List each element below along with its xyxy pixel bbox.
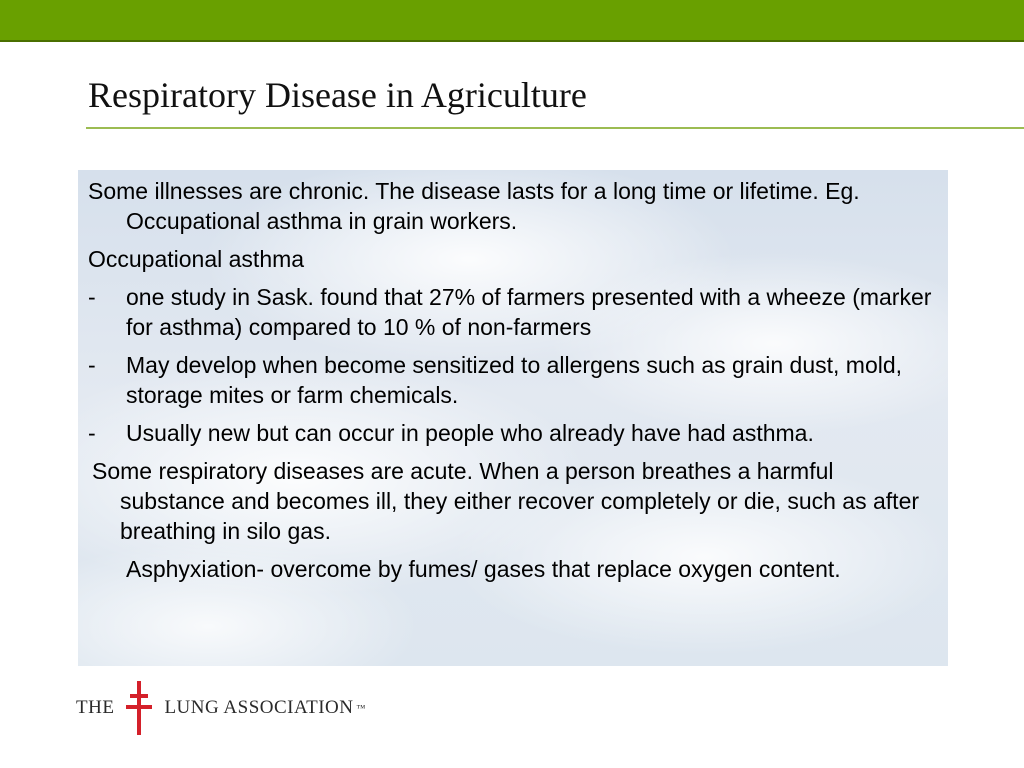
bullet-text: May develop when become sensitized to allergens such as grain dust, mold, storage mites or farm chemicals. xyxy=(126,352,903,408)
list-item xyxy=(88,418,934,448)
content-panel xyxy=(78,170,948,666)
occupational-asthma-heading: Occupational asthma xyxy=(88,246,305,272)
top-accent-bar xyxy=(0,0,1024,42)
title-underline xyxy=(86,127,1024,129)
acute-illness-paragraph: Some respiratory diseases are acute. When a person breathes a harmful substance and becomes ill, they either recover completely or die, such as after breathing in silo gas. xyxy=(92,458,920,544)
slide-body xyxy=(88,176,934,592)
bullet-dash: - xyxy=(88,420,96,446)
bullet-text: Usually new but can occur in people who already have had asthma. xyxy=(126,420,814,446)
logo-trademark: ™ xyxy=(356,703,366,713)
chronic-illness-paragraph: Some illnesses are chronic. The disease lasts for a long time or lifetime. Eg. Occupational asthma in grain workers. xyxy=(88,178,860,234)
asphyxiation-paragraph: Asphyxiation- overcome by fumes/ gases that replace oxygen content. xyxy=(126,556,841,582)
double-barred-cross-icon xyxy=(124,680,154,736)
logo-prefix: THE xyxy=(76,697,115,718)
bullet-text: one study in Sask. found that 27% of farmers presented with a wheeze (marker for asthma) compared to 10 % of non-farmers xyxy=(126,284,932,340)
slide-title: Respiratory Disease in Agriculture xyxy=(88,75,587,115)
logo-name: LUNG ASSOCIATION xyxy=(164,697,354,718)
list-item xyxy=(88,350,934,410)
list-item xyxy=(88,282,934,342)
bullet-dash: - xyxy=(88,352,96,378)
bullet-dash: - xyxy=(88,284,96,310)
lung-association-logo xyxy=(76,680,365,736)
